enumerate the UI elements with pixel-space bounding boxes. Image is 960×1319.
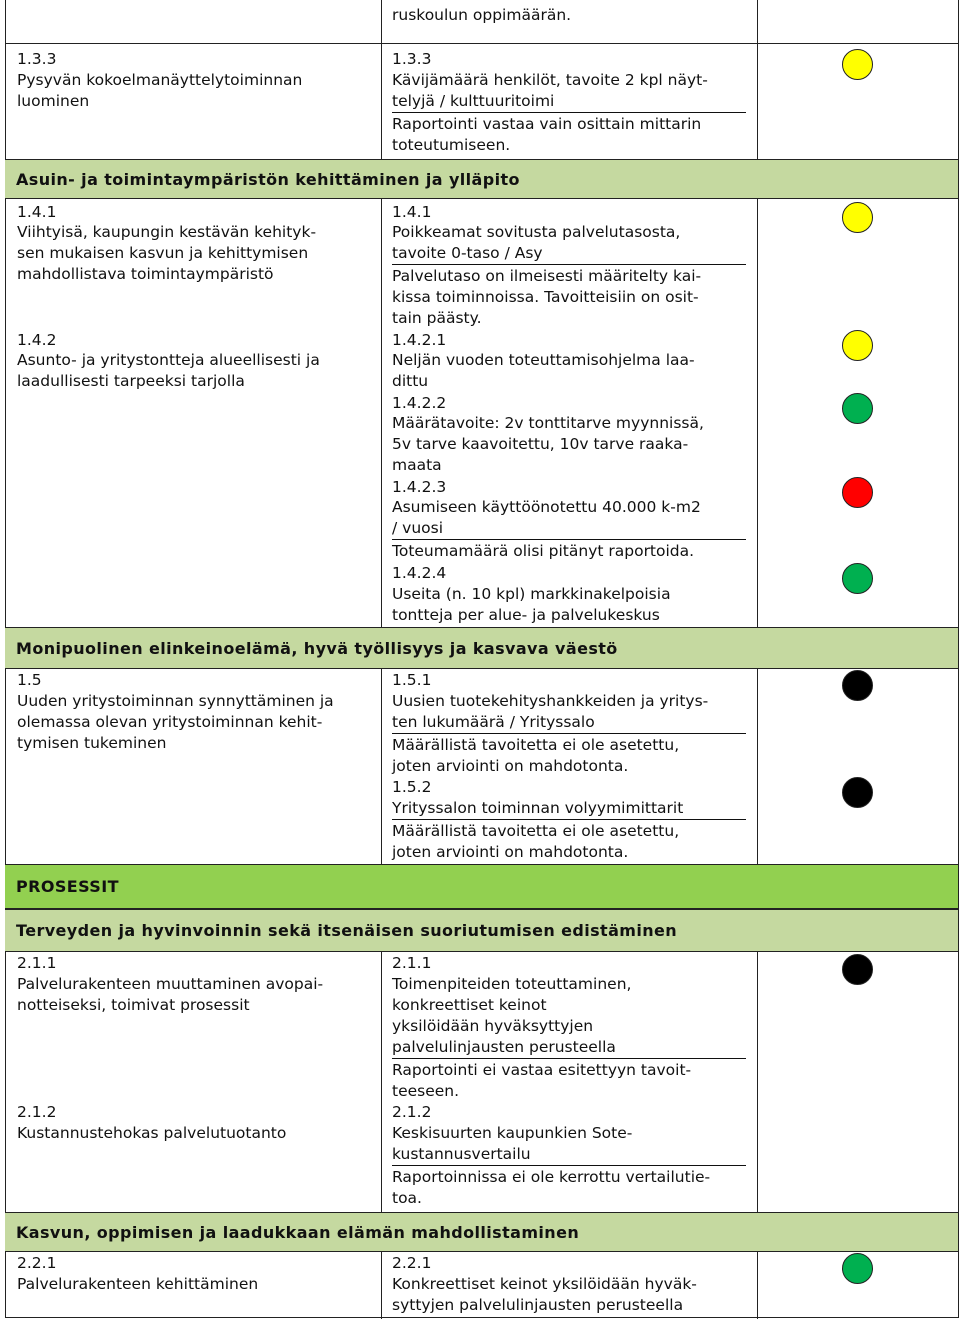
- goal-text: Uuden yritystoiminnan synnyttäminen ja: [17, 692, 334, 710]
- col-divider: [381, 0, 382, 43]
- indicator-text: Neljän vuoden toteuttamisohjelma laa-: [392, 351, 695, 369]
- goal-number: 1.4.2: [17, 331, 57, 349]
- evaluation-note: joten arviointi on mahdotonta.: [392, 843, 629, 861]
- col-divider: [757, 951, 758, 1213]
- status-light-green: [842, 393, 873, 424]
- indicator-text: Kävijämäärä henkilöt, tavoite 2 kpl näyt-: [392, 71, 708, 89]
- evaluation-note: Määrällistä tavoitetta ei ole asetettu,: [392, 736, 680, 754]
- goal-text: Kustannustehokas palvelutuotanto: [17, 1124, 287, 1142]
- section-title: Asuin- ja toimintaympäristön kehittäminen ja ylläpito: [16, 169, 520, 189]
- indicator-number: 2.2.1: [392, 1254, 432, 1272]
- indicator-text: telyjä / kulttuuritoimi: [392, 91, 746, 113]
- evaluation-note: Määrällistä tavoitetta ei ole asetettu,: [392, 822, 680, 840]
- indicator-number: 1.4.2.4: [392, 564, 447, 582]
- status-light-black: [842, 670, 873, 701]
- indicator-text: Poikkeamat sovitusta palvelutasosta,: [392, 223, 681, 241]
- indicator-text: yksilöidään hyväksyttyjen: [392, 1017, 594, 1035]
- goal-text: Viihtyisä, kaupungin kestävän kehityk-: [17, 223, 317, 241]
- evaluation-note: joten arviointi on mahdotonta.: [392, 757, 629, 775]
- goal-text: Palvelurakenteen kehittäminen: [17, 1275, 259, 1293]
- evaluation-note: Toteumamäärä olisi pitänyt raportoida.: [392, 542, 695, 560]
- goal-text: laadullisesti tarpeeksi tarjolla: [17, 372, 245, 390]
- status-light-yellow: [842, 49, 873, 80]
- indicator-text: Uusien tuotekehityshankkeiden ja yritys-: [392, 692, 709, 710]
- evaluation-note: toa.: [392, 1189, 422, 1207]
- goal-text: tymisen tukeminen: [17, 734, 167, 752]
- indicator-text: tontteja per alue- ja palvelukeskus: [392, 606, 660, 624]
- indicator-number: 1.3.3: [392, 50, 432, 68]
- section-title: Terveyden ja hyvinvoinnin sekä itsenäisen suoriutumisen edistäminen: [16, 921, 678, 940]
- section-title: Monipuolinen elinkeinoelämä, hyvä työllisyys ja kasvava väestö: [16, 638, 618, 658]
- section-header: [5, 1212, 958, 1252]
- goal-number: 1.4.1: [17, 203, 57, 221]
- status-light-yellow: [842, 202, 873, 233]
- status-light-black: [842, 777, 873, 808]
- indicator-text: syttyjen palvelulinjausten perusteella: [392, 1296, 684, 1314]
- indicator-text: / vuosi: [392, 518, 746, 540]
- indicator-text: ten lukumäärä / Yrityssalo: [392, 712, 746, 734]
- col-divider: [381, 1251, 382, 1319]
- indicator-text: tavoite 0-taso / Asy: [392, 243, 746, 265]
- indicator-text: Yrityssalon toiminnan volyymimittarit: [392, 798, 746, 820]
- goal-number: 2.1.2: [17, 1103, 57, 1121]
- status-light-black: [842, 954, 873, 985]
- indicator-text: Useita (n. 10 kpl) markkinakelpoisia: [392, 585, 671, 603]
- evaluation-note: tain päästy.: [392, 309, 482, 327]
- indicator-number: 1.5.1: [392, 671, 432, 689]
- col-divider: [381, 951, 382, 1213]
- goal-number: 2.2.1: [17, 1254, 57, 1272]
- goal-text: Palvelurakenteen muuttaminen avopai-: [17, 975, 324, 993]
- indicator-text: Toimenpiteiden toteuttaminen,: [392, 975, 632, 993]
- goal-text: Asunto- ja yritystontteja alueellisesti ja: [17, 351, 320, 369]
- status-light-green: [842, 1253, 873, 1284]
- status-light-yellow: [842, 330, 873, 361]
- indicator-text: 5v tarve kaavoitettu, 10v tarve raaka-: [392, 435, 689, 453]
- col-divider: [757, 43, 758, 159]
- goal-text: mahdollistava toimintaympäristö: [17, 265, 274, 283]
- col-divider: [757, 1251, 758, 1319]
- indicator-text: konkreettiset keinot: [392, 996, 547, 1014]
- indicator-text: dittu: [392, 372, 429, 390]
- col-divider: [757, 668, 758, 865]
- indicator-number: 2.1.2: [392, 1103, 432, 1121]
- indicator-text: Asumiseen käyttöönotettu 40.000 k-m2: [392, 498, 701, 516]
- col-divider: [757, 0, 758, 43]
- indicator-number: 1.4.2.3: [392, 478, 447, 496]
- section-header-prosessit: [5, 864, 958, 909]
- goal-text: Pysyvän kokoelmanäyttelytoiminnan: [17, 71, 303, 89]
- section-header: [5, 909, 958, 952]
- indicator-text: maata: [392, 456, 442, 474]
- col-divider: [757, 198, 758, 627]
- section-header: [5, 627, 958, 669]
- evaluation-note: kissa toiminnoissa. Tavoitteisiin on osit-: [392, 288, 699, 306]
- goal-number: 1.3.3: [17, 50, 57, 68]
- goal-number: 2.1.1: [17, 954, 57, 972]
- col-divider: [381, 43, 382, 159]
- indicator-number: 1.5.2: [392, 778, 432, 796]
- evaluation-note: teeseen.: [392, 1082, 460, 1100]
- evaluation-note: Raportoinnissa ei ole kerrottu vertailutie-: [392, 1168, 711, 1186]
- indicator-text: palvelulinjausten perusteella: [392, 1037, 746, 1059]
- status-light-green: [842, 563, 873, 594]
- indicator-number: 1.4.2.2: [392, 394, 447, 412]
- status-light-red: [842, 477, 873, 508]
- indicator-number: 1.4.1: [392, 203, 432, 221]
- evaluation-note: Palvelutaso on ilmeisesti määritelty kai-: [392, 267, 702, 285]
- indicator-number: 1.4.2.1: [392, 331, 447, 349]
- goal-number: 1.5: [17, 671, 42, 689]
- row-divider: [5, 43, 959, 44]
- indicator-text: Määrätavoite: 2v tonttitarve myynnissä,: [392, 414, 704, 432]
- section-title: Kasvun, oppimisen ja laadukkaan elämän mahdollistaminen: [16, 1222, 580, 1242]
- indicator-number: 2.1.1: [392, 954, 432, 972]
- indicator-text: Konkreettiset keinot yksilöidään hyväk-: [392, 1275, 697, 1293]
- goal-text: luominen: [17, 92, 90, 110]
- section-title: PROSESSIT: [16, 877, 119, 896]
- goal-text: notteiseksi, toimivat prosessit: [17, 996, 250, 1014]
- col-divider: [381, 668, 382, 865]
- evaluation-note: Raportointi vastaa vain osittain mittarin: [392, 115, 702, 133]
- indicator-text: Keskisuurten kaupunkien Sote-: [392, 1124, 633, 1142]
- prev-row-text: ruskoulun oppimäärän.: [392, 6, 572, 24]
- col-divider: [381, 198, 382, 627]
- goal-text: olemassa olevan yritystoiminnan kehit-: [17, 713, 323, 731]
- evaluation-note: toteutumiseen.: [392, 136, 511, 154]
- evaluation-note: Raportointi ei vastaa esitettyyn tavoit-: [392, 1061, 692, 1079]
- section-header: [5, 159, 958, 199]
- indicator-text: kustannusvertailu: [392, 1144, 746, 1166]
- goal-text: sen mukaisen kasvun ja kehittymisen: [17, 244, 309, 262]
